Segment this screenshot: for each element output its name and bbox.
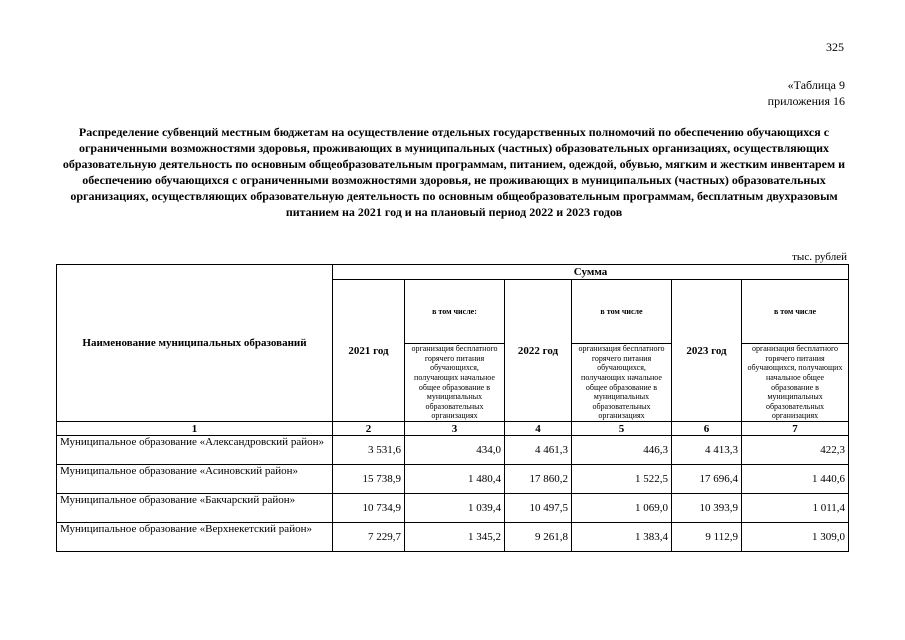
header-row-1 xyxy=(57,265,849,280)
column-number-row xyxy=(57,422,849,436)
appendix-annex-label: приложения 16 xyxy=(767,94,845,108)
column-number: 5 xyxy=(572,422,672,436)
page-number: 325 xyxy=(826,40,844,54)
including-2021-header: в том числе: xyxy=(405,280,505,344)
table-row xyxy=(57,465,849,494)
table-row xyxy=(57,494,849,523)
free-meals-2022: 446,3 xyxy=(572,436,672,465)
municipality-name: Муниципальное образование «Александровский район» xyxy=(57,436,333,465)
table-row xyxy=(57,523,849,552)
appendix-reference xyxy=(768,77,845,109)
free-meals-2023: 422,3 xyxy=(742,436,849,465)
free-meals-2022: 1 069,0 xyxy=(572,494,672,523)
free-meals-2021: 1 039,4 xyxy=(405,494,505,523)
amount-2021: 15 738,9 xyxy=(333,465,405,494)
free-meals-2023-header: организация бесплатного горячего питания обучающихся, получающих начальное общее образование в муниципальных образовательных организациях xyxy=(742,344,849,422)
municipality-column-header: Наименование муниципальных образований xyxy=(57,265,333,422)
amount-2022: 17 860,2 xyxy=(505,465,572,494)
free-meals-2021-header: организация бесплатного горячего питания обучающихся, получающих начальное общее образование в муниципальных образовательных организациях xyxy=(405,344,505,422)
amount-2021: 3 531,6 xyxy=(333,436,405,465)
amount-2023: 4 413,3 xyxy=(672,436,742,465)
free-meals-2022: 1 383,4 xyxy=(572,523,672,552)
free-meals-2023: 1 309,0 xyxy=(742,523,849,552)
column-number: 4 xyxy=(505,422,572,436)
free-meals-2021: 434,0 xyxy=(405,436,505,465)
amount-2023: 10 393,9 xyxy=(672,494,742,523)
units-label: тыс. рублей xyxy=(792,251,847,263)
document-title: Распределение субвенций местным бюджетам на осуществление отдельных государственных полномочий по обеспечению обучающихся с ограниченными возможностями здоровья, проживающих в муниципальных (частных) образовательных организациях, осуществляющих образовательную деятельность по основным общеобразовательным программам, питанием, одеждой, обувью, мягким и жестким инвентарем и обеспечению обучающихся с ограниченными возможностями здоровья, не проживающих в муниципальных (частных) образовательных организациях, осуществляющих образовательную деятельность по основным общеобразовательным программам, бесплатным двухразовым питанием на 2021 год и на плановый период 2022 и 2023 годов xyxy=(62,125,846,219)
column-number: 2 xyxy=(333,422,405,436)
year-2023-header: 2023 год xyxy=(672,280,742,422)
amount-2022: 9 261,8 xyxy=(505,523,572,552)
including-2023-header: в том числе xyxy=(742,280,849,344)
free-meals-2023: 1 440,6 xyxy=(742,465,849,494)
subvention-table xyxy=(56,264,849,552)
amount-2023: 9 112,9 xyxy=(672,523,742,552)
column-number: 6 xyxy=(672,422,742,436)
municipality-name: Муниципальное образование «Бакчарский район» xyxy=(57,494,333,523)
free-meals-2022: 1 522,5 xyxy=(572,465,672,494)
free-meals-2022-header: организация бесплатного горячего питания обучающихся, получающих начальное общее образование в муниципальных образовательных организациях xyxy=(572,344,672,422)
municipality-name: Муниципальное образование «Верхнекетский район» xyxy=(57,523,333,552)
column-number: 7 xyxy=(742,422,849,436)
amount-2022: 4 461,3 xyxy=(505,436,572,465)
free-meals-2021: 1 480,4 xyxy=(405,465,505,494)
table-row xyxy=(57,436,849,465)
free-meals-2023: 1 011,4 xyxy=(742,494,849,523)
amount-2022: 10 497,5 xyxy=(505,494,572,523)
column-number: 3 xyxy=(405,422,505,436)
amount-2023: 17 696,4 xyxy=(672,465,742,494)
amount-2021: 10 734,9 xyxy=(333,494,405,523)
amount-2021: 7 229,7 xyxy=(333,523,405,552)
sum-header: Сумма xyxy=(333,265,849,280)
including-2022-header: в том числе xyxy=(572,280,672,344)
year-2022-header: 2022 год xyxy=(505,280,572,422)
column-number: 1 xyxy=(57,422,333,436)
year-2021-header: 2021 год xyxy=(333,280,405,422)
municipality-name: Муниципальное образование «Асиновский район» xyxy=(57,465,333,494)
appendix-table-label: «Таблица 9 xyxy=(787,78,845,92)
free-meals-2021: 1 345,2 xyxy=(405,523,505,552)
